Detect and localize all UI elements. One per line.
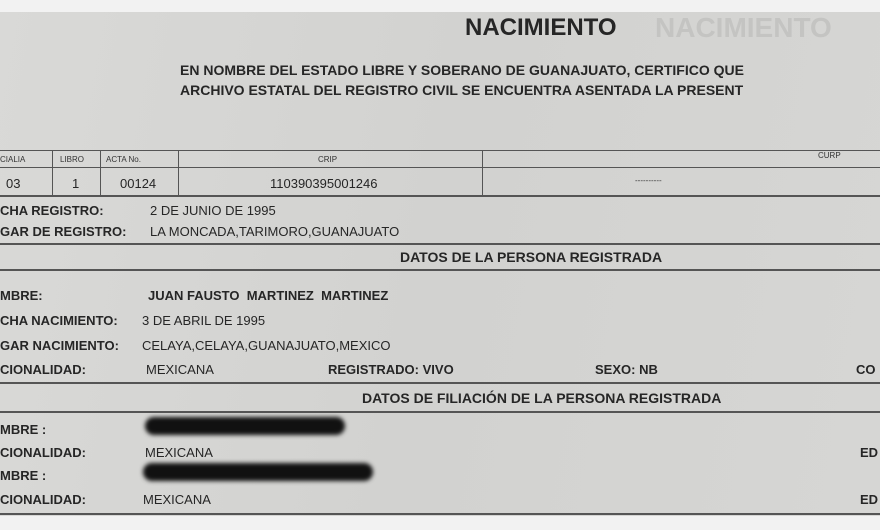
value-libro: 1	[72, 176, 80, 191]
divider	[0, 269, 880, 271]
table-column-divider	[178, 150, 179, 196]
padre-nacionalidad: MEXICANA	[145, 445, 213, 460]
section-filiacion: DATOS DE FILIACIÓN DE LA PERSONA REGISTRADA	[362, 390, 722, 406]
co-label: CO	[856, 362, 876, 377]
header-libro: LIBRO	[60, 155, 85, 164]
divider	[0, 150, 880, 151]
intro-line-1: EN NOMBRE DEL ESTADO LIBRE Y SOBERANO DE GUANAJUATO, CERTIFICO QUE	[180, 62, 744, 78]
lugar-registro-label: GAR DE REGISTRO:	[0, 224, 127, 239]
divider	[0, 243, 880, 245]
nombre: JUAN FAUSTO MARTINEZ MARTINEZ	[148, 288, 389, 303]
redaction-bar	[145, 417, 345, 435]
divider	[0, 513, 880, 515]
header-curp: CURP	[818, 151, 841, 160]
value-acta: 00124	[120, 176, 157, 191]
table-column-divider	[100, 150, 101, 196]
ed-label-1: ED	[860, 445, 879, 460]
nacionalidad: MEXICANA	[146, 362, 214, 377]
fecha-nacimiento-label: CHA NACIMIENTO:	[0, 313, 118, 328]
madre-nacionalidad-label: CIONALIDAD:	[0, 492, 86, 507]
padre-nombre-label: MBRE :	[0, 422, 47, 437]
padre-nacionalidad-label: CIONALIDAD:	[0, 445, 86, 460]
document-title: NACIMIENTO	[465, 14, 617, 41]
lugar-nacimiento-label: GAR NACIMIENTO:	[0, 338, 119, 353]
header-acta: ACTA No.	[106, 155, 141, 164]
value-crip: 110390395001246	[270, 176, 378, 191]
value-curp: ----------	[635, 176, 662, 185]
watermark: NACIMIENTO	[655, 12, 832, 43]
table-column-divider	[482, 150, 483, 196]
lugar-registro: LA MONCADA,TARIMORO,GUANAJUATO	[150, 224, 400, 239]
birth-certificate	[0, 12, 880, 516]
madre-nacionalidad: MEXICANA	[143, 492, 211, 507]
divider	[0, 411, 880, 413]
header-oficialia: CIALIA	[0, 155, 26, 164]
fecha-registro: 2 DE JUNIO DE 1995	[150, 203, 276, 218]
sexo: SEXO: NB	[595, 362, 658, 377]
lugar-nacimiento: CELAYA,CELAYA,GUANAJUATO,MEXICO	[142, 338, 391, 353]
redaction-bar	[143, 463, 373, 481]
nacionalidad-label: CIONALIDAD:	[0, 362, 86, 377]
header-crip: CRIP	[318, 155, 338, 164]
table-column-divider	[52, 150, 53, 196]
divider	[0, 382, 880, 384]
value-oficialia: 03	[6, 176, 21, 191]
madre-nombre-label: MBRE :	[0, 468, 47, 483]
divider	[0, 195, 880, 197]
fecha-nacimiento: 3 DE ABRIL DE 1995	[142, 313, 266, 328]
section-persona-registrada: DATOS DE LA PERSONA REGISTRADA	[400, 249, 663, 265]
nombre-label: MBRE:	[0, 288, 43, 303]
divider	[0, 167, 880, 168]
intro-line-2: ARCHIVO ESTATAL DEL REGISTRO CIVIL SE ENCUENTRA ASENTADA LA PRESENT	[180, 82, 744, 98]
fecha-registro-label: CHA REGISTRO:	[0, 203, 104, 218]
registrado: REGISTRADO: VIVO	[328, 362, 454, 377]
ed-label-2: ED	[860, 492, 879, 507]
